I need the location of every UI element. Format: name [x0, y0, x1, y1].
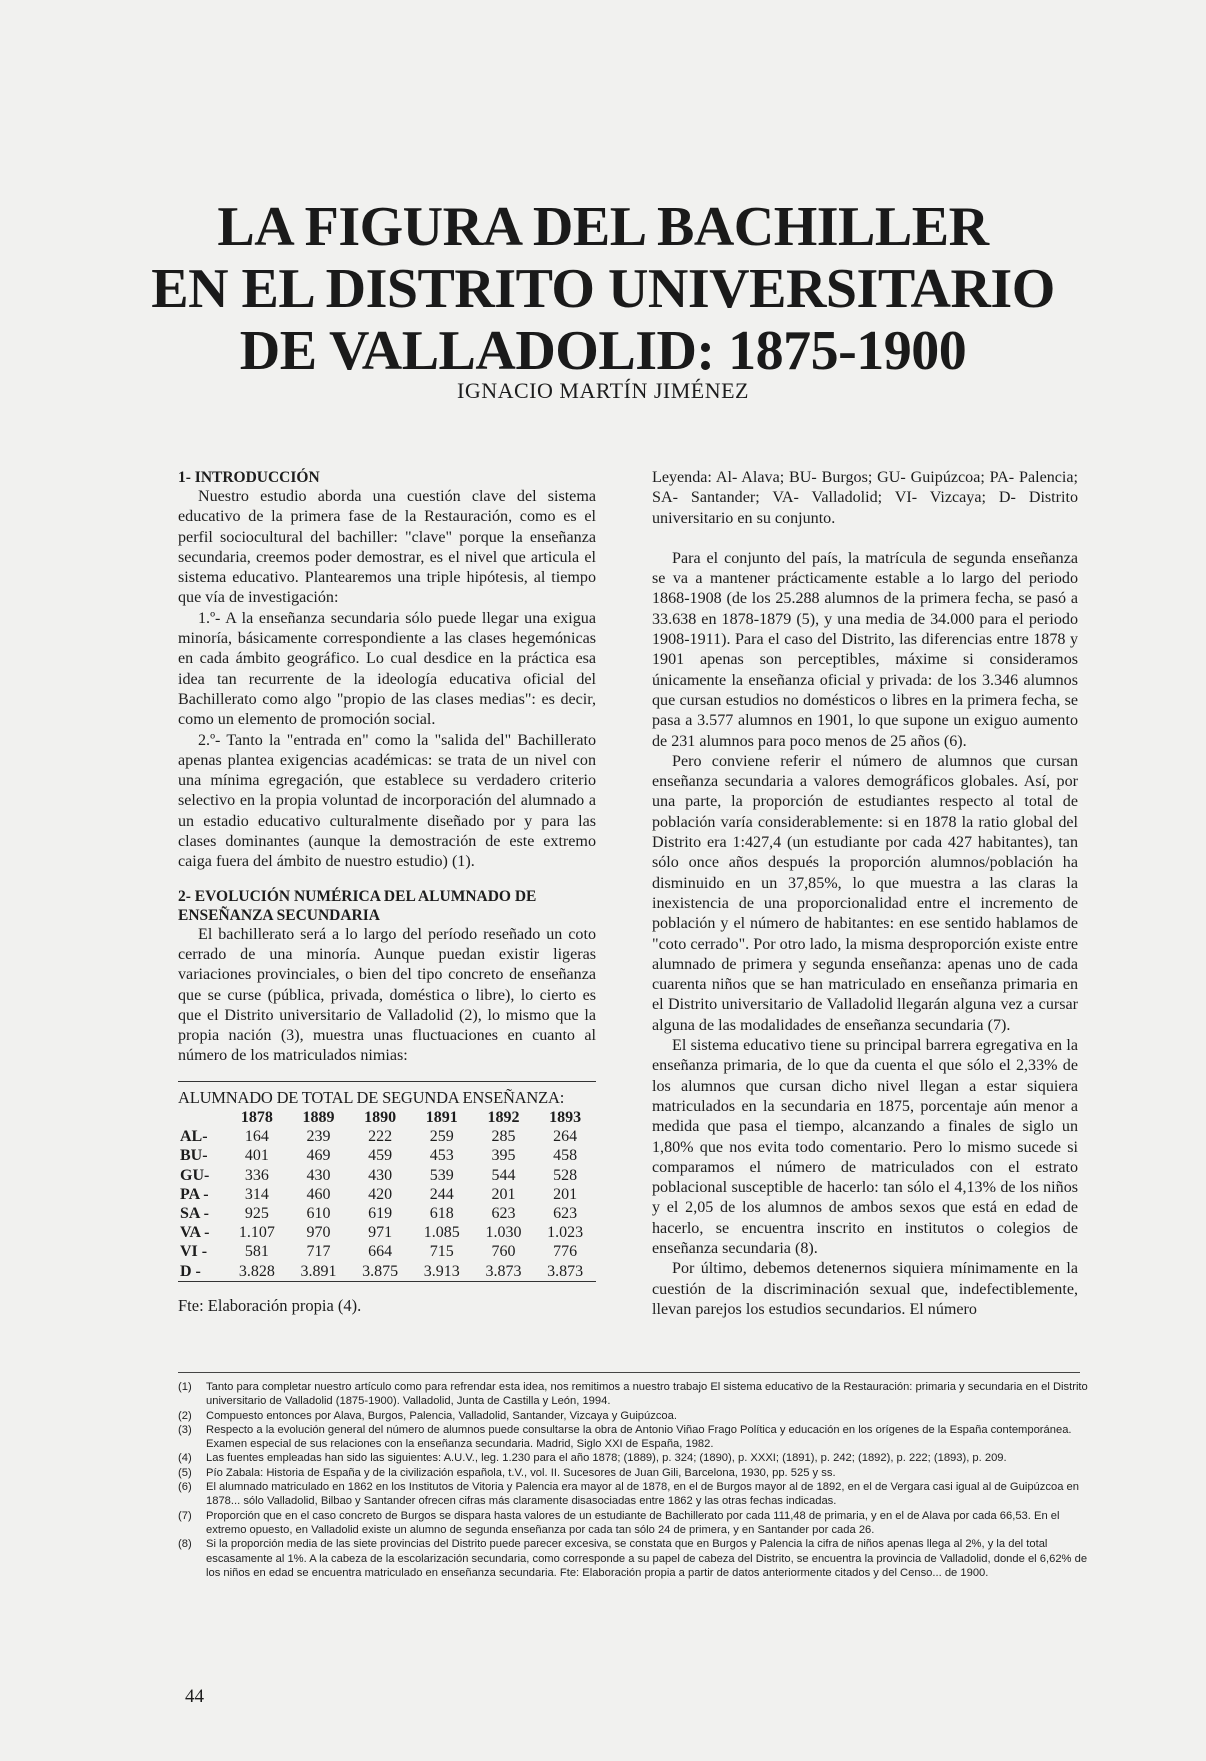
right-paragraph-4: Por último, debemos detenernos siquiera mínimamente en la cuestión de la discriminación sexual que, indefectiblemente, llevan parejos los estudios secundarios. El número	[652, 1260, 1078, 1318]
footnote-number: (3)	[178, 1423, 192, 1436]
table-cell: 314	[244, 1185, 269, 1203]
table-cell: 244	[429, 1185, 454, 1203]
row-label: VI -	[180, 1243, 208, 1261]
table-cell: 760	[491, 1243, 516, 1261]
table-cell: 1.030	[485, 1224, 522, 1242]
table-row	[178, 1242, 596, 1261]
footnote-number: (1)	[178, 1381, 192, 1393]
title-line-1: LA FIGURA DEL BACHILLER	[217, 196, 989, 258]
section-2-heading: 2- EVOLUCIÓN NUMÉRICA DEL ALUMNADO DE ENSEÑANZA SECUNDARIA	[178, 887, 537, 924]
table-body	[178, 1127, 596, 1281]
table-row	[178, 1204, 596, 1223]
table-cell: 776	[553, 1243, 578, 1261]
table-cell: 469	[306, 1147, 331, 1165]
footnote	[178, 1509, 1088, 1538]
table-cell: 1.085	[423, 1224, 460, 1242]
table-cell: 1.107	[238, 1224, 275, 1242]
right-paragraph-2: Pero conviene referir el número de alumnos que cursan enseñanza secundaria a valores demográficos globales. Así, por una parte, la proporción de estudiantes respecto al total de población varía considerablemente: si en 1878 la ratio global del Distrito era 1:427,4 (un estudiante por cada 427 habitantes), tan sólo once años después la proporción alumnos/población ha disminuido en un 37,85%, lo que muestra a las claras la inexistencia de una proporcionalidad entre el incremento de población y el número de habitantes: en ese sentido hablamos de "coto cerrado". Por otro lado, la misma desproporción existe entre alumnado de primera y segunda enseñanza: apenas uno de cada cuarenta niños que se han matriculado en enseñanza primaria en el Distrito universitario de Valladolid llegarán alguna vez a cursar alguna de las modalidades de enseñanza secundaria (7).	[652, 752, 1078, 1034]
row-label: SA -	[180, 1205, 209, 1223]
table-row	[178, 1185, 596, 1204]
footnote	[178, 1480, 1088, 1509]
footnote	[178, 1409, 1088, 1423]
footnote	[178, 1466, 1088, 1480]
footnote-number: (6)	[178, 1481, 192, 1494]
section-1-heading: 1- INTRODUCCIÓN	[178, 469, 320, 486]
footnote	[178, 1380, 1088, 1409]
table-cell: 544	[491, 1166, 516, 1184]
table-corner-cell	[178, 1108, 226, 1127]
footnote-text: Proporción que en el caso concreto de Burgos se dispara hasta valores de un estudiante de Bachillerato por cada 111,48 de primaria, y en el de Alava por cada 66,53. En el extremo opuesto, en Valladolid existe un alumno de segunda enseñanza por cada tan sólo 24 de primera, y en Santander por cada 26.	[206, 1509, 1060, 1536]
year-header: 1892	[487, 1109, 520, 1127]
right-column	[652, 468, 1078, 1320]
table-cell: 970	[306, 1224, 331, 1242]
table-cell: 3.873	[547, 1262, 584, 1280]
table-cell: 164	[244, 1128, 269, 1146]
table-row	[178, 1223, 596, 1242]
footnote-number: (4)	[178, 1452, 192, 1465]
table-cell: 285	[491, 1128, 516, 1146]
table-cell: 3.875	[362, 1262, 399, 1280]
footnote-number: (8)	[178, 1538, 192, 1551]
table-cell: 1.023	[547, 1224, 584, 1242]
table-cell: 459	[368, 1147, 393, 1165]
table-cell: 623	[553, 1205, 578, 1223]
author-name: IGNACIO MARTÍN JIMÉNEZ	[457, 378, 749, 403]
footnote-text: Las fuentes empleadas han sido las siguientes: A.U.V., leg. 1.230 para el año 1878; (1889), p. 324; (1890), p. XXXI; (1891), p. 242; (1892), p. 222; (1893), p. 209.	[206, 1452, 1007, 1465]
table-cell: 623	[491, 1205, 516, 1223]
year-header: 1893	[549, 1109, 582, 1127]
table-cell: 715	[429, 1243, 454, 1261]
table-row	[178, 1127, 596, 1146]
section-1-paragraph-1: Nuestro estudio aborda una cuestión clave del sistema educativo de la primera fase de la Restauración, como es el perfil sociocultural del bachiller: "clave" porque la enseñanza secundaria, creemos poder demostrar, es el nivel que articula el sistema educativo. Plantearemos una triple hipótesis, al tiempo que vía de investigación:	[178, 488, 596, 607]
right-paragraph-1: Para el conjunto del país, la matrícula de segunda enseñanza se va a mantener prácticamente estable a lo largo del periodo 1868-1908 (de los 25.288 alumnos de la primera fecha, se pasó a 33.638 en 1878-1879 (5), y una media de 34.000 para el periodo 1908-1911). Para el caso del Distrito, las diferencias entre 1878 y 1901 apenas son perceptibles, máxime si consideramos únicamente la enseñanza oficial y privada: de los 3.346 alumnos que cursan estudios no domésticos o libres en la primera fecha, se pasa a 3.577 alumnos en 1901, lo que supone un exiguo aumento de 231 alumnos para poco menos de 25 años (6).	[652, 549, 1078, 750]
table-cell: 458	[553, 1147, 578, 1165]
table-legend: Leyenda: Al- Alava; BU- Burgos; GU- Guipúzcoa; PA- Palencia; SA- Santander; VA- Valladolid; VI- Vizcaya; D- Distrito universitario en su conjunto.	[652, 469, 1078, 527]
table-cell: 430	[368, 1166, 393, 1184]
footnote	[178, 1451, 1088, 1465]
page-number: 44	[185, 1686, 204, 1707]
table-cell: 664	[368, 1243, 393, 1261]
table-cell: 3.873	[485, 1262, 522, 1280]
footnote-number: (7)	[178, 1509, 192, 1522]
table-cell: 401	[244, 1147, 269, 1165]
footnote	[178, 1537, 1088, 1580]
table-cell: 3.891	[300, 1262, 337, 1280]
table-cell: 619	[368, 1205, 393, 1223]
footnote-text: Compuesto entonces por Alava, Burgos, Palencia, Valladolid, Santander, Vizcaya y Guipúzcoa.	[206, 1409, 677, 1422]
table-cell: 3.828	[238, 1262, 275, 1280]
table-cell: 222	[368, 1128, 393, 1146]
table-cell: 610	[306, 1205, 331, 1223]
footnote-text: Pío Zabala: Historia de España y de la civilización española, t.V., vol. II. Sucesores de Juan Gili, Barcelona, 1930, pp. 525 y ss.	[206, 1466, 836, 1479]
footnote-divider	[178, 1372, 1080, 1373]
row-label: PA -	[180, 1185, 209, 1203]
table-cell: 336	[244, 1166, 269, 1184]
table-cell: 618	[429, 1205, 454, 1223]
table-cell: 971	[368, 1224, 393, 1242]
year-header: 1890	[364, 1109, 397, 1127]
row-label: VA -	[180, 1224, 210, 1242]
right-paragraph-3: El sistema educativo tiene su principal barrera egregativa en la enseñanza primaria, de lo que da cuenta el que sólo el 2,33% de los alumnos que cursan dicho nivel llegan a estar siquiera matriculados en la secundaria en 1875, porcentaje aún menor a medida que pasa el tiempo, alcanzando a finales de siglo un 1,80% que nos evita todo comentario. Pero lo mismo sucede si comparamos el número de matriculados con el estrato poblacional susceptible de hacerlo: tan sólo el 4,13% de los niños y el 2,05 de los alumnos de ambos sexos que está en edad de hacerlo, se encuentra inscrito en institutos o colegios de enseñanza secundaria (8).	[652, 1037, 1078, 1257]
footnote-number: (5)	[178, 1466, 192, 1479]
footnote	[178, 1423, 1088, 1452]
table-cell: 201	[553, 1185, 578, 1203]
table-cell: 528	[553, 1166, 578, 1184]
footnote-text: Si la proporción media de las siete provincias del Distrito puede parecer excesiva, se constata que en Burgos y Palencia la cifra de niños apenas llega al 2%, y la del total escasamente al 1%. A la cabeza de la escolarización secundaria, como corresponde a su papel de cabeza del Distrito, se encuentra la provincia de Valladolid, donde el 6,62% de los niños en edad se encuentra matriculado en enseñanza secundaria. Fte: Elaboración propia a partir de datos anteriormente citados y del Censo... de 1900.	[206, 1538, 1088, 1579]
table-cell: 201	[491, 1185, 516, 1203]
table-header-row	[178, 1108, 596, 1127]
row-label: D -	[180, 1262, 201, 1280]
footnotes	[178, 1380, 1088, 1580]
table-cell: 581	[244, 1243, 269, 1261]
section-2-paragraph-1: El bachillerato será a lo largo del período reseñado un coto cerrado de una minoría. Aunque puedan existir ligeras variaciones provinciales, o bien del tipo concreto de enseñanza que se curse (pública, privada, doméstica o libre), lo cierto es que el Distrito universitario de Valladolid (2), lo mismo que la propia nación (3), muestra unas fluctuaciones en cuanto al número de los matriculados nimias:	[178, 925, 596, 1065]
left-column	[178, 468, 596, 1316]
table-cell: 259	[429, 1128, 454, 1146]
enrollment-table-block	[178, 1081, 596, 1316]
table-row	[178, 1146, 596, 1165]
table-cell: 717	[306, 1243, 331, 1261]
table-cell: 395	[491, 1147, 516, 1165]
table-cell: 420	[368, 1185, 393, 1203]
table-cell: 460	[306, 1185, 331, 1203]
table-title: ALUMNADO DE TOTAL DE SEGUNDA ENSEÑANZA:	[178, 1087, 565, 1107]
table-cell: 453	[429, 1147, 454, 1165]
table-cell: 539	[429, 1166, 454, 1184]
table-cell: 925	[244, 1205, 269, 1223]
table-cell: 239	[306, 1128, 331, 1146]
title-line-2: EN EL DISTRITO UNIVERSITARIO	[151, 258, 1055, 320]
table-cell: 3.913	[423, 1262, 460, 1280]
table-source: Fte: Elaboración propia (4).	[178, 1295, 362, 1315]
section-1-paragraph-2: 1.º- A la enseñanza secundaria sólo puede llegar una exigua minoría, básicamente correspondiente a las clases hegemónicas en cada ámbito geográfico. Lo cual desdice en la práctica esa idea tan recurrente de la ideología educativa oficial del Bachillerato como algo "propio de las clases medias": es decir, como un elemento de promoción social.	[178, 609, 596, 729]
row-label: GU-	[180, 1166, 210, 1184]
table-cell: 264	[553, 1128, 578, 1146]
year-header: 1889	[302, 1109, 335, 1127]
footnote-text: Respecto a la evolución general del número de alumnos puede consultarse la obra de Antonio Viñao Frago Política y educación en los orígenes de la España contemporánea. Examen especial de sus relaciones con la enseñanza secundaria. Madrid, Siglo XXI de España, 1982.	[206, 1423, 1072, 1451]
footnote-text: Tanto para completar nuestro artículo como para refrendar esta idea, nos remitimos a nuestro trabajo El sistema educativo de la Restauración: primaria y secundaria en el Distrito universitario de Valladolid (1875-1900). Valladolid, Junta de Castilla y León, 1994.	[206, 1381, 1088, 1408]
row-label: BU-	[180, 1147, 208, 1165]
table-row	[178, 1166, 596, 1185]
year-header: 1878	[240, 1109, 273, 1127]
enrollment-table	[178, 1108, 596, 1282]
year-header: 1891	[425, 1109, 458, 1127]
footnote-number: (2)	[178, 1409, 192, 1422]
table-cell: 430	[306, 1166, 331, 1184]
table-row	[178, 1262, 596, 1282]
title-line-3: DE VALLADOLID: 1875-1900	[239, 320, 967, 382]
footnote-text: El alumnado matriculado en 1862 en los Institutos de Vitoria y Palencia era mayor al de 1878, en el de Burgos mayor al de 1892, en el de Vergara casi igual al de Guipúzcoa en 1878... sólo Valladolid, Bilbao y Santander ofrecen cifras más claramente disasociadas entre 1862 y las otras fechas indicadas.	[206, 1481, 1079, 1508]
row-label: AL-	[180, 1128, 208, 1146]
section-1-paragraph-3: 2.º- Tanto la "entrada en" como la "salida del" Bachillerato apenas plantea exigencias académicas: se trata de un nivel con una mínima egregación, que establece su verdadero criterio selectivo en la propia voluntad de incorporación del alumnado a un estadio educativo culturalmente diseñado por y para las clases dominantes (aunque la demostración de este extremo caiga fuera del ámbito de nuestro estudio) (1).	[178, 731, 596, 871]
article-title	[120, 196, 1086, 382]
